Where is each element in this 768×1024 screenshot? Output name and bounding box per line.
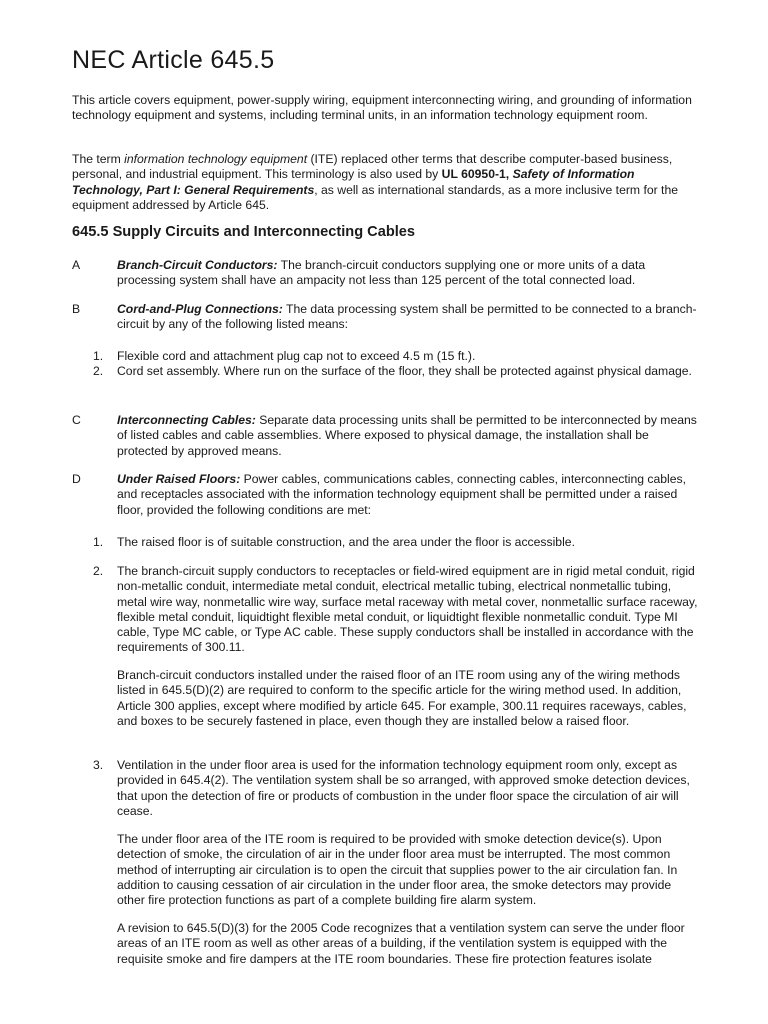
list-item: Ventilation in the under floor area is used for the information technology equipment room only, except as provided in 645.4(2). The ventilation system shall be so arranged, with approved smoke detection devices, that upon the detection of fire or products of combustion in the under floor space the circulation of air will cease. [117,758,690,818]
section-a-text [117,258,702,289]
list-number: 1. [93,349,104,363]
section-d-text [117,472,702,518]
intro-standard: UL 60950-1, [441,167,513,182]
list-number: 3. [93,758,104,772]
list-item: Cord set assembly. Where run on the surface of the floor, they shall be protected against physical damage. [117,364,692,378]
section-d-lead: Under Raised Floors: [117,472,241,486]
intro-text: (ITE) replaced other terms that describe computer-based business, personal, and industrial equipment. This terminology is also used by [72,152,673,182]
section-b-text [117,302,702,333]
list-number: 1. [93,535,104,549]
list-item-continuation: A revision to 645.5(D)(3) for the 2005 Code recognizes that a ventilation system can serve the under floor areas of an ITE room as well as other areas of a building, if the ventilation system is equipped with the requisite smoke and fire dampers at the ITE room boundaries. These fire protection features isolate [117,921,685,966]
section-b-body: The data processing system shall be permitted to be connected to a branch-circuit by any of the following listed means: [117,302,697,332]
section-heading: 645.5 Supply Circuits and Interconnecting Cables [72,224,416,240]
list-item: Flexible cord and attachment plug cap not to exceed 4.5 m (15 ft.). [117,349,476,363]
section-letter-c: C [72,413,81,427]
list-item-continuation: Branch-circuit conductors installed under the raised floor of an ITE room using any of the wiring methods listed in 645.5(D)(2) are required to conform to the specific article for the wiring method used. In addition, Article 300 applies, except where modified by article 645. For example, 300.11 requires raceways, cables, and boxes to be securely fastened in place, even though they are installed below a raised floor. [117,668,687,728]
section-a-lead: Branch-Circuit Conductors: [117,258,278,272]
intro-standard-title: Safety of Information Technology, Part I: General Requirements [72,167,635,197]
intro-text: The term [72,152,125,166]
list-item: The raised floor is of suitable construction, and the area under the floor is accessible. [117,535,575,549]
list-number: 2. [93,564,104,578]
intro-paragraph-1: This article covers equipment, power-supply wiring, equipment interconnecting wiring, and grounding of information technology equipment and systems, including terminal units, in an information technology equipment room. [72,93,692,123]
section-letter-a: A [72,258,81,272]
page-title: NEC Article 645.5 [72,46,275,74]
list-item-continuation: The under floor area of the ITE room is required to be provided with smoke detection device(s). Upon detection of smoke, the circulation of air in the under floor area must be interrupted. The most common method of interrupting air circulation is to open the circuit that supplies power to the air circulation fan. In addition to causing cessation of air circulation in the under floor area, the smoke detectors may provide other fire protection functions as part of a complete building fire alarm system. [117,832,678,908]
intro-term: information technology equipment [124,152,308,166]
list-number: 2. [93,364,104,378]
list-item: The branch-circuit supply conductors to receptacles or field-wired equipment are in rigid metal conduit, rigid non-metallic conduit, intermediate metal conduit, electrical metallic tubing, electrical nonmetallic tubing, metal wire way, nonmetallic wire way, surface metal raceway with metal cover, nonmetallic surface raceway, flexible metal conduit, liquidtight flexible metal conduit, or liquidtight flexible nonmetallic conduit. Type MI cable, Type MC cable, or Type AC cable. These supply conductors shall be installed in accordance with the requirements of 300.11. [117,564,698,655]
section-c-lead: Interconnecting Cables: [117,413,256,427]
section-letter-d: D [72,472,81,486]
section-letter-b: B [72,302,81,316]
section-c-text [117,413,702,459]
intro-text: , as well as international standards, as a more inclusive term for the equipment addressed by Article 645. [72,182,678,212]
section-a-body: The branch-circuit conductors supplying one or more units of a data processing system shall have an ampacity not less than 125 percent of the total connected load. [117,258,646,288]
section-d-body: Power cables, communications cables, connecting cables, interconnecting cables, and receptacles associated with the information technology equipment shall be permitted under a raised floor, provided the following conditions are met: [117,472,687,517]
section-c-body: Separate data processing units shall be permitted to be interconnected by means of listed cables and cable assemblies. Where exposed to physical damage, the installation shall be protected by approved means. [117,413,697,458]
section-b-lead: Cord-and-Plug Connections: [117,302,283,316]
intro-paragraph-2 [72,152,702,213]
